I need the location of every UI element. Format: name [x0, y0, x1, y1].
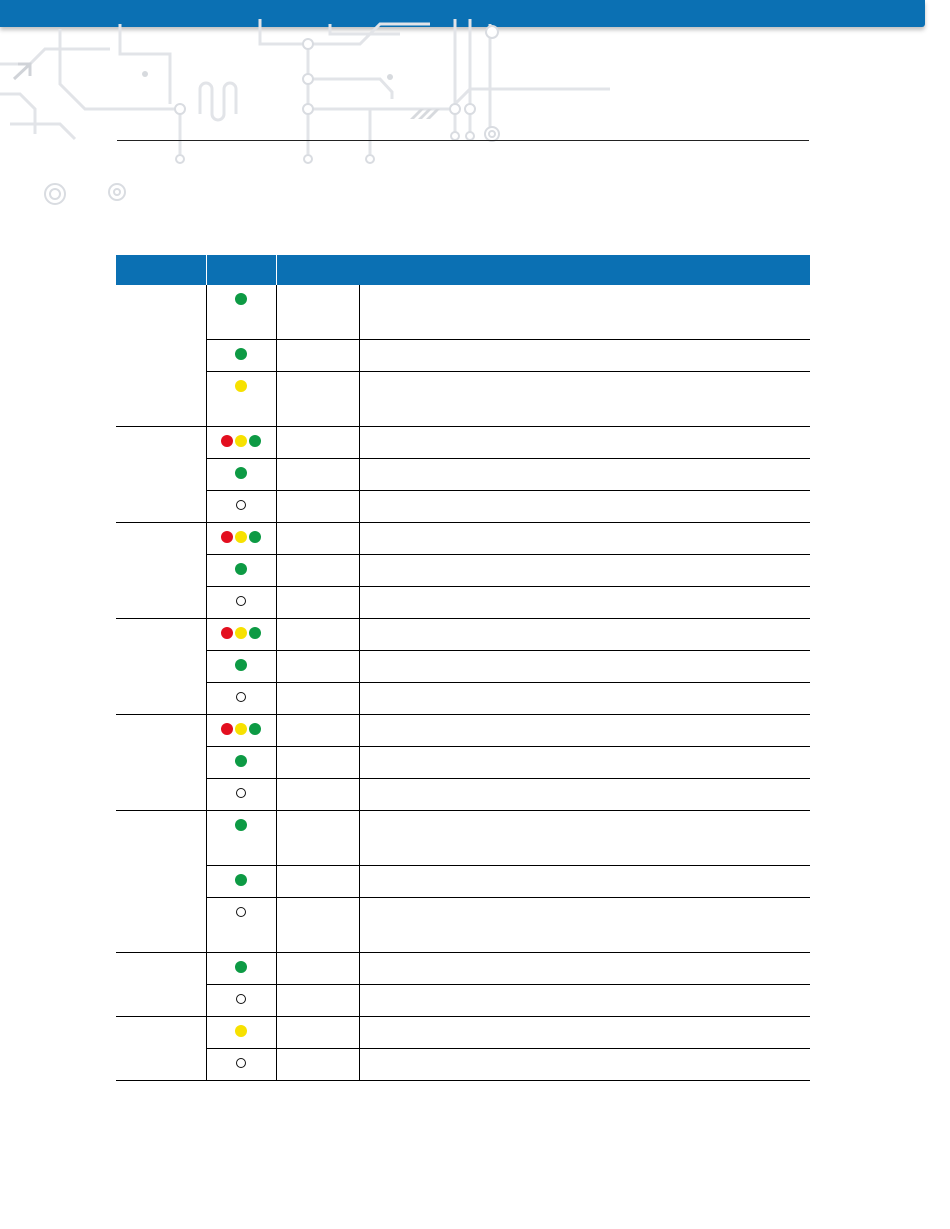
table-row [116, 866, 810, 898]
green-dot-icon [235, 819, 247, 831]
green-dot-icon [235, 467, 247, 479]
state-cell [276, 779, 359, 811]
table-row [116, 491, 810, 523]
indicator-cell [206, 953, 276, 985]
description-cell [359, 523, 810, 555]
state-cell [276, 811, 359, 866]
group-label [116, 619, 206, 715]
yellow-dot-icon [235, 723, 247, 735]
green-dot-icon [249, 435, 261, 447]
open-circle-icon [236, 788, 246, 798]
table-row [116, 523, 810, 555]
state-cell [276, 523, 359, 555]
indicator-cell [206, 1049, 276, 1081]
indicator-cell [206, 898, 276, 953]
state-cell [276, 340, 359, 372]
table-row [116, 372, 810, 427]
state-cell [276, 285, 359, 340]
open-circle-icon [235, 1057, 247, 1071]
green-dot-icon [234, 819, 248, 833]
indicator-cell [206, 683, 276, 715]
open-circle-icon [235, 595, 247, 609]
description-cell [359, 779, 810, 811]
table-row [116, 619, 810, 651]
description-cell [359, 619, 810, 651]
description-cell [359, 811, 810, 866]
title-divider [117, 140, 809, 141]
state-cell [276, 866, 359, 898]
indicator-cell [206, 459, 276, 491]
green-dot-icon [235, 961, 247, 973]
description-cell [359, 555, 810, 587]
table-row [116, 811, 810, 866]
yellow-dot-icon [235, 1025, 247, 1037]
green-dot-icon [249, 531, 261, 543]
header-category [116, 255, 206, 285]
state-cell [276, 372, 359, 427]
green-dot-icon [234, 755, 248, 769]
open-circle-icon [236, 692, 246, 702]
red-yellow-green-dots-icon [220, 435, 262, 449]
yellow-dot-icon [234, 1025, 248, 1039]
table-row [116, 747, 810, 779]
state-cell [276, 427, 359, 459]
yellow-dot-icon [235, 435, 247, 447]
green-dot-icon [234, 293, 248, 307]
indicator-cell [206, 491, 276, 523]
green-dot-icon [235, 874, 247, 886]
group-label [116, 427, 206, 523]
state-cell [276, 587, 359, 619]
green-dot-icon [235, 659, 247, 671]
yellow-dot-icon [235, 627, 247, 639]
table-row [116, 985, 810, 1017]
description-cell [359, 587, 810, 619]
indicator-cell [206, 811, 276, 866]
group-label [116, 715, 206, 811]
indicator-cell [206, 555, 276, 587]
state-cell [276, 1049, 359, 1081]
description-cell [359, 651, 810, 683]
red-yellow-green-dots-icon [220, 531, 262, 545]
indicator-cell [206, 285, 276, 340]
description-cell [359, 898, 810, 953]
indicator-cell [206, 747, 276, 779]
open-circle-icon [236, 596, 246, 606]
open-circle-icon [235, 993, 247, 1007]
green-dot-icon [249, 723, 261, 735]
open-circle-icon [236, 994, 246, 1004]
state-cell [276, 898, 359, 953]
table-row [116, 898, 810, 953]
description-cell [359, 427, 810, 459]
led-status-table [116, 255, 810, 1081]
green-dot-icon [234, 348, 248, 362]
header-indicator [206, 255, 276, 285]
table-row [116, 1017, 810, 1049]
table-row [116, 285, 810, 340]
open-circle-icon [235, 906, 247, 920]
description-cell [359, 340, 810, 372]
group-label [116, 953, 206, 1017]
indicator-cell [206, 866, 276, 898]
table-row [116, 953, 810, 985]
state-cell [276, 619, 359, 651]
open-circle-icon [236, 500, 246, 510]
state-cell [276, 491, 359, 523]
description-cell [359, 953, 810, 985]
yellow-dot-icon [235, 531, 247, 543]
indicator-cell [206, 587, 276, 619]
description-cell [359, 985, 810, 1017]
green-dot-icon [234, 961, 248, 975]
indicator-cell [206, 619, 276, 651]
state-cell [276, 651, 359, 683]
table-row [116, 587, 810, 619]
indicator-cell [206, 1017, 276, 1049]
green-dot-icon [249, 627, 261, 639]
green-dot-icon [234, 467, 248, 481]
open-circle-icon [235, 787, 247, 801]
state-cell [276, 683, 359, 715]
state-cell [276, 459, 359, 491]
green-dot-icon [234, 659, 248, 673]
description-cell [359, 866, 810, 898]
description-cell [359, 285, 810, 340]
red-dot-icon [221, 627, 233, 639]
description-cell [359, 1049, 810, 1081]
open-circle-icon [235, 691, 247, 705]
description-cell [359, 683, 810, 715]
indicator-cell [206, 651, 276, 683]
green-dot-icon [235, 293, 247, 305]
description-cell [359, 747, 810, 779]
state-cell [276, 715, 359, 747]
group-label [116, 523, 206, 619]
description-cell [359, 715, 810, 747]
description-cell [359, 491, 810, 523]
green-dot-icon [234, 563, 248, 577]
yellow-dot-icon [234, 380, 248, 394]
green-dot-icon [235, 563, 247, 575]
green-dot-icon [235, 348, 247, 360]
indicator-cell [206, 372, 276, 427]
indicator-cell [206, 427, 276, 459]
indicator-cell [206, 985, 276, 1017]
open-circle-icon [236, 1058, 246, 1068]
green-dot-icon [234, 874, 248, 888]
description-cell [359, 372, 810, 427]
description-cell [359, 459, 810, 491]
circuit-board-decoration [0, 14, 620, 214]
open-circle-icon [235, 499, 247, 513]
table-row [116, 427, 810, 459]
table-row [116, 715, 810, 747]
indicator-cell [206, 779, 276, 811]
table-row [116, 1049, 810, 1081]
red-dot-icon [221, 723, 233, 735]
open-circle-icon [236, 907, 246, 917]
table-row [116, 459, 810, 491]
red-dot-icon [221, 435, 233, 447]
header-description [276, 255, 810, 285]
state-cell [276, 1017, 359, 1049]
table-row [116, 779, 810, 811]
state-cell [276, 985, 359, 1017]
table-row [116, 683, 810, 715]
green-dot-icon [235, 755, 247, 767]
red-yellow-green-dots-icon [220, 723, 262, 737]
group-label [116, 285, 206, 427]
red-dot-icon [221, 531, 233, 543]
group-label [116, 811, 206, 953]
group-label [116, 1017, 206, 1081]
state-cell [276, 747, 359, 779]
indicator-cell [206, 523, 276, 555]
table-body [116, 285, 810, 1081]
table-row [116, 340, 810, 372]
state-cell [276, 953, 359, 985]
yellow-dot-icon [235, 380, 247, 392]
table-row [116, 651, 810, 683]
indicator-cell [206, 715, 276, 747]
description-cell [359, 1017, 810, 1049]
indicator-cell [206, 340, 276, 372]
table-row [116, 555, 810, 587]
red-yellow-green-dots-icon [220, 627, 262, 641]
state-cell [276, 555, 359, 587]
